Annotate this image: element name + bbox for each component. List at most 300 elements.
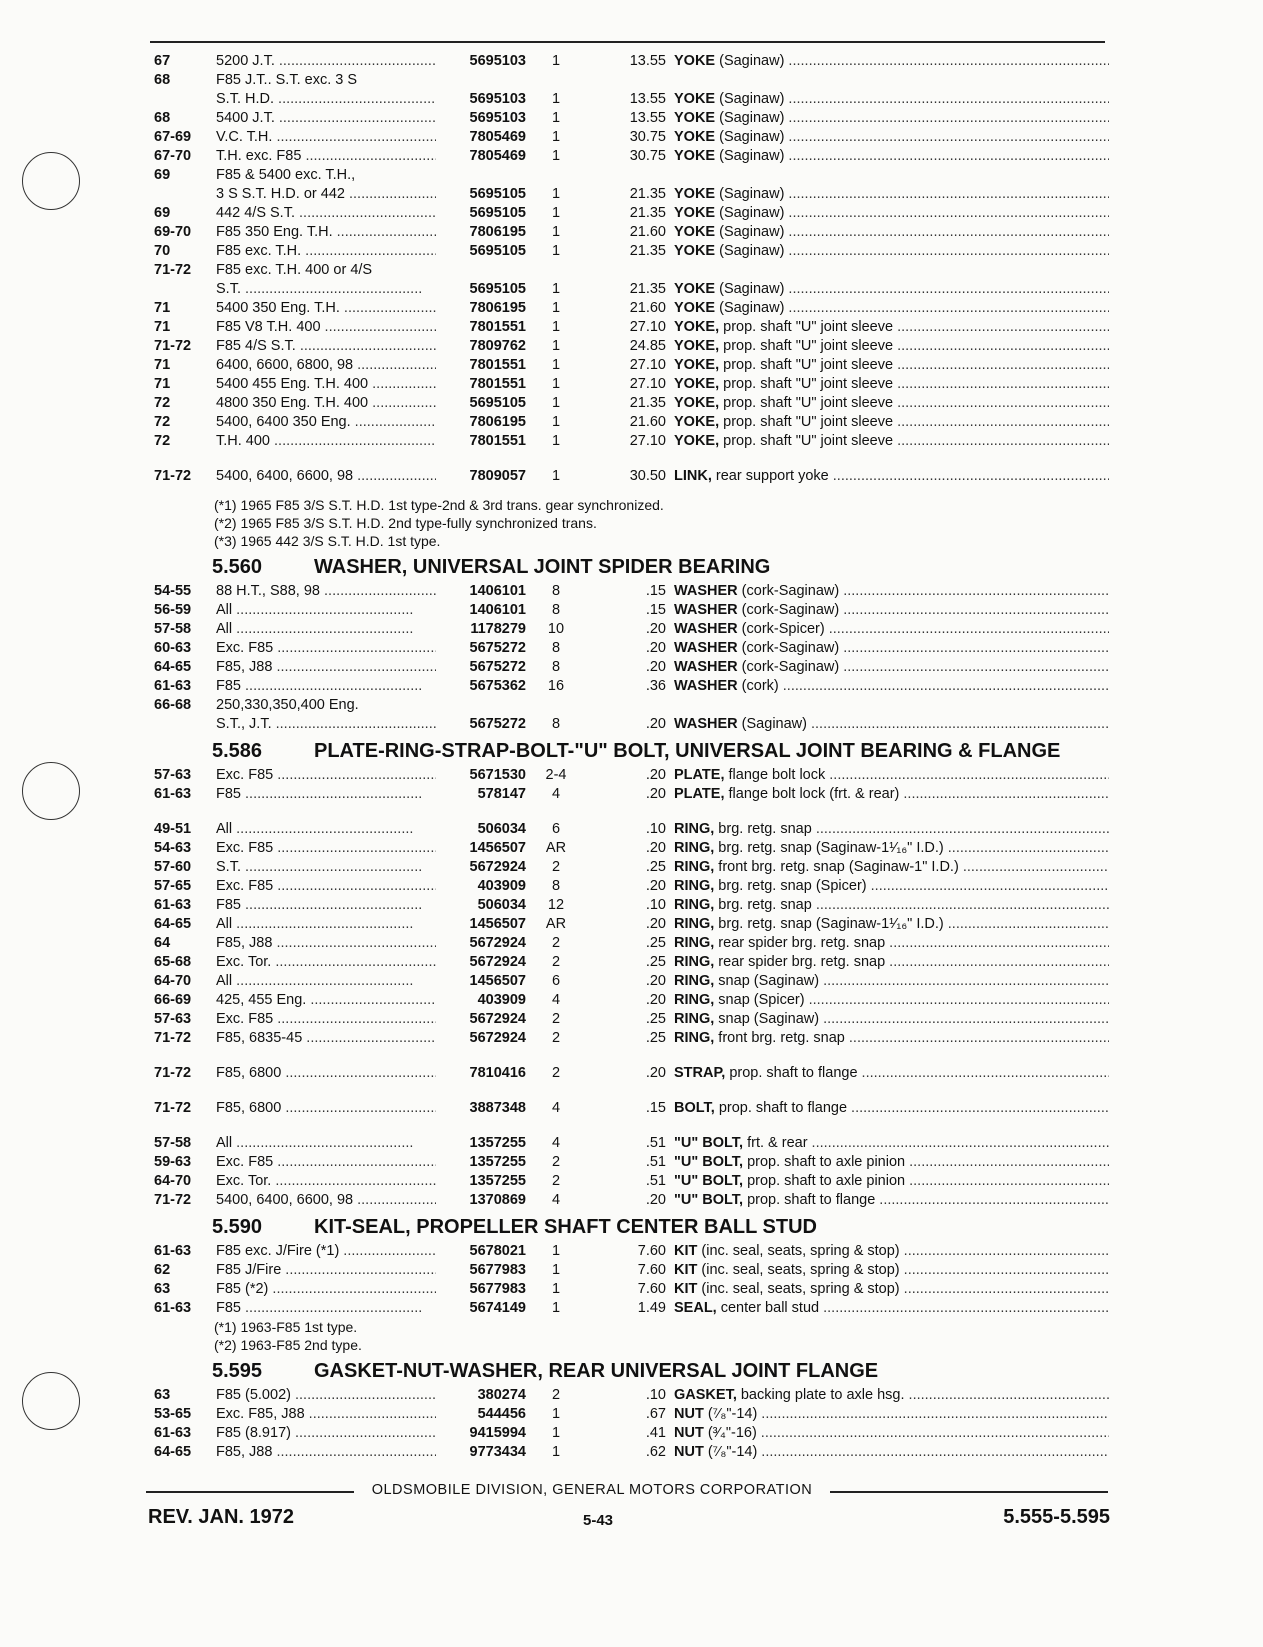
application: Exc. F85 ..... xyxy=(216,639,436,658)
part-number: 5695105 xyxy=(469,205,526,221)
quantity: 2 xyxy=(551,1387,561,1403)
application: F85 ..... xyxy=(216,896,436,915)
quantity: 4 xyxy=(551,992,561,1008)
part-row xyxy=(154,1099,1109,1118)
price: .15 xyxy=(645,602,666,618)
description xyxy=(674,318,1109,337)
quantity: 2 xyxy=(551,1030,561,1046)
description xyxy=(674,185,1109,204)
part-detail: prop. shaft "U" joint sleeve xyxy=(719,338,894,354)
part-name: YOKE xyxy=(674,110,716,126)
part-detail: (Saginaw) xyxy=(715,129,785,145)
part-number: 7805469 xyxy=(469,148,526,164)
part-name: RING, xyxy=(674,954,715,970)
model-years: 72 xyxy=(154,395,171,411)
description xyxy=(674,877,1109,896)
part-row xyxy=(154,1424,1109,1443)
footnote: (*3) 1965 442 3/S S.T. H.D. 1st type. xyxy=(214,533,441,549)
description xyxy=(674,582,1109,601)
description xyxy=(674,299,1109,318)
application: 6400, 6600, 6800, 98 ..... xyxy=(216,356,436,375)
model-years: 69 xyxy=(154,167,171,183)
model-years: 57-58 xyxy=(154,1135,192,1151)
part-detail: front brg. retg. snap xyxy=(714,1030,845,1046)
part-detail: prop. shaft to flange xyxy=(725,1065,858,1081)
part-detail: flange bolt lock xyxy=(724,767,826,783)
price: 24.85 xyxy=(629,338,666,354)
part-detail: rear support yoke xyxy=(711,468,829,484)
part-row xyxy=(154,858,1109,877)
model-years: 71-72 xyxy=(154,338,192,354)
part-number: 5695103 xyxy=(469,53,526,69)
part-detail: snap (Saginaw) xyxy=(714,973,820,989)
quantity: 8 xyxy=(551,583,561,599)
part-row xyxy=(154,1153,1109,1172)
part-number: 5674149 xyxy=(469,1300,526,1316)
application: F85 (8.917) ..... xyxy=(216,1424,436,1443)
footnote: (*1) 1965 F85 3/S S.T. H.D. 1st type-2nd & 3rd trans. gear synchronized. xyxy=(214,497,664,513)
kit-seal-group xyxy=(154,1242,1109,1318)
part-row xyxy=(154,1134,1109,1153)
part-number: 7809057 xyxy=(469,468,526,484)
model-years: 57-60 xyxy=(154,859,192,875)
description xyxy=(674,413,1109,432)
part-row xyxy=(154,582,1109,601)
part-detail: prop. shaft to axle pinion xyxy=(743,1173,906,1189)
part-row xyxy=(154,934,1109,953)
part-number: 1456507 xyxy=(469,840,526,856)
part-name: STRAP, xyxy=(674,1065,726,1081)
part-row xyxy=(154,715,1109,734)
quantity: 8 xyxy=(551,659,561,675)
application: 5400, 6400 350 Eng. ..... xyxy=(216,413,436,432)
model-years: 70 xyxy=(154,243,171,259)
model-years: 64-70 xyxy=(154,1173,192,1189)
quantity: 1 xyxy=(551,357,561,373)
part-name: YOKE, xyxy=(674,395,720,411)
description xyxy=(674,147,1109,166)
part-name: YOKE xyxy=(674,129,716,145)
revision-date: REV. JAN. 1972 xyxy=(148,1506,295,1528)
part-row xyxy=(154,166,1109,185)
footnote: (*1) 1963-F85 1st type. xyxy=(214,1319,358,1335)
application: F85, J88 ..... xyxy=(216,658,436,677)
part-row xyxy=(154,1064,1109,1083)
quantity: 6 xyxy=(551,821,561,837)
application: 442 4/S S.T. ..... xyxy=(216,204,436,223)
part-name: YOKE xyxy=(674,186,716,202)
part-number: 7810416 xyxy=(469,1065,526,1081)
description xyxy=(674,896,1109,915)
part-name: YOKE, xyxy=(674,319,720,335)
part-name: YOKE, xyxy=(674,433,720,449)
binder-hole xyxy=(22,152,80,210)
part-number: 1357255 xyxy=(469,1135,526,1151)
price: .20 xyxy=(645,621,666,637)
model-years: 56-59 xyxy=(154,602,192,618)
part-row xyxy=(154,356,1109,375)
description xyxy=(674,1191,1109,1210)
model-years: 57-58 xyxy=(154,621,192,637)
part-detail: brg. retg. snap xyxy=(714,897,812,913)
part-row xyxy=(154,394,1109,413)
part-detail: (cork-Saginaw) xyxy=(737,640,840,656)
quantity: 4 xyxy=(551,1135,561,1151)
part-detail: (inc. seal, seats, spring & stop) xyxy=(697,1243,900,1259)
description xyxy=(674,601,1109,620)
model-years: 64-65 xyxy=(154,916,192,932)
description xyxy=(674,1099,1109,1118)
price: 21.60 xyxy=(629,300,666,316)
description xyxy=(674,242,1109,261)
part-name: YOKE xyxy=(674,91,716,107)
part-number: 506034 xyxy=(477,897,526,913)
application: F85, 6800 ..... xyxy=(216,1099,436,1118)
description xyxy=(674,991,1109,1010)
price: .20 xyxy=(645,878,666,894)
quantity: 1 xyxy=(551,129,561,145)
section-number: 5.586 xyxy=(212,740,263,762)
quantity: 1 xyxy=(551,91,561,107)
model-years: 71-72 xyxy=(154,1192,192,1208)
part-row xyxy=(154,413,1109,432)
part-number: 1357255 xyxy=(469,1154,526,1170)
price: 21.35 xyxy=(629,186,666,202)
part-number: 5675272 xyxy=(469,659,526,675)
quantity: 2-4 xyxy=(545,767,567,783)
description xyxy=(674,1029,1109,1048)
model-years: 69-70 xyxy=(154,224,192,240)
part-number: 9415994 xyxy=(469,1425,526,1441)
part-detail: center ball stud xyxy=(716,1300,820,1316)
part-row xyxy=(154,1386,1109,1405)
description xyxy=(674,90,1109,109)
application: F85 350 Eng. T.H. ..... xyxy=(216,223,436,242)
description xyxy=(674,467,1109,486)
part-row xyxy=(154,1443,1109,1462)
part-number: 5695105 xyxy=(469,243,526,259)
application: All ..... xyxy=(216,1134,436,1153)
part-number: 7805469 xyxy=(469,129,526,145)
part-number: 1406101 xyxy=(469,583,526,599)
model-years: 57-63 xyxy=(154,1011,192,1027)
part-row xyxy=(154,280,1109,299)
part-name: YOKE xyxy=(674,281,716,297)
top-rule xyxy=(150,41,1105,43)
model-years: 64-65 xyxy=(154,659,192,675)
part-row xyxy=(154,299,1109,318)
price: .67 xyxy=(645,1406,666,1422)
model-years: 64 xyxy=(154,935,171,951)
quantity: 2 xyxy=(551,1011,561,1027)
part-row xyxy=(154,972,1109,991)
washer-group xyxy=(154,582,1109,734)
ring-group xyxy=(154,820,1109,1048)
part-name: YOKE xyxy=(674,300,716,316)
description xyxy=(674,1242,1109,1261)
section-heading-5-560 xyxy=(154,556,1109,578)
part-detail: (⁷⁄₈"-14) xyxy=(703,1444,758,1460)
part-number: 5675272 xyxy=(469,640,526,656)
part-number: 7806195 xyxy=(469,414,526,430)
description xyxy=(674,280,1109,299)
application: F85 ..... xyxy=(216,677,436,696)
part-name: LINK, xyxy=(674,468,712,484)
part-row xyxy=(154,432,1109,451)
footer-rule-right xyxy=(830,1491,1108,1493)
application: T.H. 400 ..... xyxy=(216,432,436,451)
part-name: GASKET, xyxy=(674,1387,737,1403)
description xyxy=(674,109,1109,128)
quantity: 1 xyxy=(551,1262,561,1278)
application: F85, J88 ..... xyxy=(216,1443,436,1462)
footer-publisher: OLDSMOBILE DIVISION, GENERAL MOTORS CORPORATION xyxy=(371,1482,813,1498)
part-number: 403909 xyxy=(477,992,526,1008)
quantity: 4 xyxy=(551,1192,561,1208)
quantity: 1 xyxy=(551,148,561,164)
application: 5200 J.T. ..... xyxy=(216,52,436,71)
part-number: 5671530 xyxy=(469,767,526,783)
part-row xyxy=(154,1405,1109,1424)
quantity: 8 xyxy=(551,640,561,656)
model-years: 64-70 xyxy=(154,973,192,989)
part-row xyxy=(154,467,1109,486)
price: .62 xyxy=(645,1444,666,1460)
description xyxy=(674,620,1109,639)
part-detail: (Saginaw) xyxy=(715,53,785,69)
application: Exc. F85 ..... xyxy=(216,1010,436,1029)
price: .41 xyxy=(645,1425,666,1441)
description xyxy=(674,432,1109,451)
part-detail: (⁷⁄₈"-14) xyxy=(703,1406,758,1422)
application: F85 exc. T.H. ..... xyxy=(216,242,436,261)
part-number: 5677983 xyxy=(469,1281,526,1297)
model-years: 68 xyxy=(154,110,171,126)
description xyxy=(674,356,1109,375)
model-years: 63 xyxy=(154,1281,171,1297)
model-years: 72 xyxy=(154,433,171,449)
price: .20 xyxy=(645,840,666,856)
description xyxy=(674,658,1109,677)
part-row xyxy=(154,242,1109,261)
price: .20 xyxy=(645,1065,666,1081)
description xyxy=(674,1134,1109,1153)
part-number: 5672924 xyxy=(469,935,526,951)
price: .20 xyxy=(645,1192,666,1208)
part-row xyxy=(154,261,1109,280)
price: .20 xyxy=(645,916,666,932)
quantity: 1 xyxy=(551,338,561,354)
application: Exc. Tor. ..... xyxy=(216,953,436,972)
description xyxy=(674,223,1109,242)
model-years: 59-63 xyxy=(154,1154,192,1170)
model-years: 72 xyxy=(154,414,171,430)
plate-group xyxy=(154,766,1109,804)
quantity: 1 xyxy=(551,376,561,392)
application: 3 S S.T. H.D. or 442 ..... xyxy=(216,185,436,204)
part-number: 5695105 xyxy=(469,395,526,411)
quantity: 2 xyxy=(551,859,561,875)
quantity: 2 xyxy=(551,1065,561,1081)
part-number: 5695103 xyxy=(469,110,526,126)
footnotes-kit xyxy=(154,1318,1109,1354)
section-number: 5.595 xyxy=(212,1360,263,1382)
quantity: 1 xyxy=(551,186,561,202)
model-years: 67-69 xyxy=(154,129,192,145)
price: .51 xyxy=(645,1154,666,1170)
part-detail: (Saginaw) xyxy=(715,281,785,297)
part-number: 9773434 xyxy=(469,1444,526,1460)
price: .15 xyxy=(645,1100,666,1116)
price: .10 xyxy=(645,821,666,837)
part-row xyxy=(154,52,1109,71)
part-number: 5695103 xyxy=(469,91,526,107)
application: F85 4/S S.T. ..... xyxy=(216,337,436,356)
part-number: 1178279 xyxy=(470,621,526,637)
binder-hole xyxy=(22,762,80,820)
quantity: 10 xyxy=(547,621,565,637)
quantity: 1 xyxy=(551,205,561,221)
price: .15 xyxy=(645,583,666,599)
description xyxy=(674,204,1109,223)
description xyxy=(674,1405,1109,1424)
price: .20 xyxy=(645,973,666,989)
description xyxy=(674,1261,1109,1280)
part-number: 1456507 xyxy=(469,916,526,932)
quantity: 1 xyxy=(551,1300,561,1316)
description xyxy=(674,1172,1109,1191)
price: 21.60 xyxy=(629,224,666,240)
description xyxy=(674,934,1109,953)
application: T.H. exc. F85 ..... xyxy=(216,147,436,166)
part-name: WASHER xyxy=(674,640,738,656)
part-row xyxy=(154,766,1109,785)
model-years: 61-63 xyxy=(154,897,192,913)
price: .10 xyxy=(645,897,666,913)
part-number: 7809762 xyxy=(469,338,526,354)
part-detail: prop. shaft "U" joint sleeve xyxy=(719,376,894,392)
yoke-group xyxy=(154,52,1109,451)
price: 27.10 xyxy=(629,376,666,392)
model-years: 71-72 xyxy=(154,1030,192,1046)
section-title: WASHER, UNIVERSAL JOINT SPIDER BEARING xyxy=(314,556,771,578)
section-number: 5.590 xyxy=(212,1216,263,1238)
quantity: 1 xyxy=(551,414,561,430)
application: Exc. F85 ..... xyxy=(216,877,436,896)
part-row xyxy=(154,839,1109,858)
parts-listing xyxy=(154,52,1109,1462)
model-years: 66-69 xyxy=(154,992,192,1008)
part-detail: front brg. retg. snap (Saginaw-1" I.D.) xyxy=(714,859,959,875)
part-detail: (Saginaw) xyxy=(715,243,785,259)
description xyxy=(674,766,1109,785)
part-row xyxy=(154,71,1109,90)
part-detail: (Saginaw) xyxy=(715,91,785,107)
section-heading-5-595 xyxy=(154,1360,1109,1382)
part-name: YOKE xyxy=(674,243,716,259)
part-number: 1406101 xyxy=(469,602,526,618)
part-row xyxy=(154,785,1109,804)
model-years: 71 xyxy=(154,357,171,373)
part-row xyxy=(154,620,1109,639)
part-row xyxy=(154,109,1109,128)
application: F85 exc. T.H. 400 or 4/S xyxy=(216,262,373,278)
quantity: 16 xyxy=(547,678,565,694)
quantity: 1 xyxy=(551,433,561,449)
quantity: 2 xyxy=(551,1154,561,1170)
application: F85 (5.002) ..... xyxy=(216,1386,436,1405)
quantity: 1 xyxy=(551,1243,561,1259)
part-number: 403909 xyxy=(477,878,526,894)
part-detail: rear spider brg. retg. snap xyxy=(714,954,886,970)
part-name: KIT xyxy=(674,1281,698,1297)
model-years: 61-63 xyxy=(154,1425,192,1441)
price: 21.35 xyxy=(629,395,666,411)
part-detail: (Saginaw) xyxy=(737,716,807,732)
quantity: 1 xyxy=(551,1444,561,1460)
part-detail: snap (Spicer) xyxy=(714,992,805,1008)
application: 5400 350 Eng. T.H. ..... xyxy=(216,299,436,318)
part-row xyxy=(154,1261,1109,1280)
application: F85 & 5400 exc. T.H., xyxy=(216,167,356,183)
model-years: 71 xyxy=(154,319,171,335)
part-row xyxy=(154,953,1109,972)
part-number: 7801551 xyxy=(469,376,526,392)
description xyxy=(674,677,1109,696)
quantity: 8 xyxy=(551,716,561,732)
application: 88 H.T., S88, 98 ..... xyxy=(216,582,436,601)
model-years: 67 xyxy=(154,53,171,69)
part-row xyxy=(154,337,1109,356)
part-row xyxy=(154,639,1109,658)
application: S.T. ..... xyxy=(216,280,436,299)
quantity: 12 xyxy=(547,897,565,913)
part-number: 5675272 xyxy=(469,716,526,732)
part-row xyxy=(154,1299,1109,1318)
quantity: 1 xyxy=(551,468,561,484)
part-name: RING, xyxy=(674,1011,715,1027)
price: 30.75 xyxy=(629,148,666,164)
part-row xyxy=(154,877,1109,896)
part-detail: (cork-Spicer) xyxy=(737,621,825,637)
application: 425, 455 Eng. ..... xyxy=(216,991,436,1010)
model-years: 54-63 xyxy=(154,840,192,856)
price: .25 xyxy=(645,954,666,970)
model-years: 53-65 xyxy=(154,1406,192,1422)
model-years: 71 xyxy=(154,300,171,316)
description xyxy=(674,1299,1109,1318)
model-years: 71-72 xyxy=(154,1100,192,1116)
part-row xyxy=(154,991,1109,1010)
part-row xyxy=(154,1242,1109,1261)
part-number: 5695105 xyxy=(469,281,526,297)
quantity: 2 xyxy=(551,935,561,951)
part-row xyxy=(154,375,1109,394)
part-name: WASHER xyxy=(674,716,738,732)
u-bolt-group xyxy=(154,1134,1109,1210)
part-detail: backing plate to axle hsg. xyxy=(736,1387,905,1403)
price: 21.35 xyxy=(629,281,666,297)
price: .25 xyxy=(645,1011,666,1027)
application: All ..... xyxy=(216,601,436,620)
part-row xyxy=(154,1280,1109,1299)
part-name: RING, xyxy=(674,840,715,856)
part-name: YOKE xyxy=(674,205,716,221)
application: F85, 6835-45 ..... xyxy=(216,1029,436,1048)
application: F85 ..... xyxy=(216,785,436,804)
application: S.T. H.D. ..... xyxy=(216,90,436,109)
part-row xyxy=(154,1172,1109,1191)
